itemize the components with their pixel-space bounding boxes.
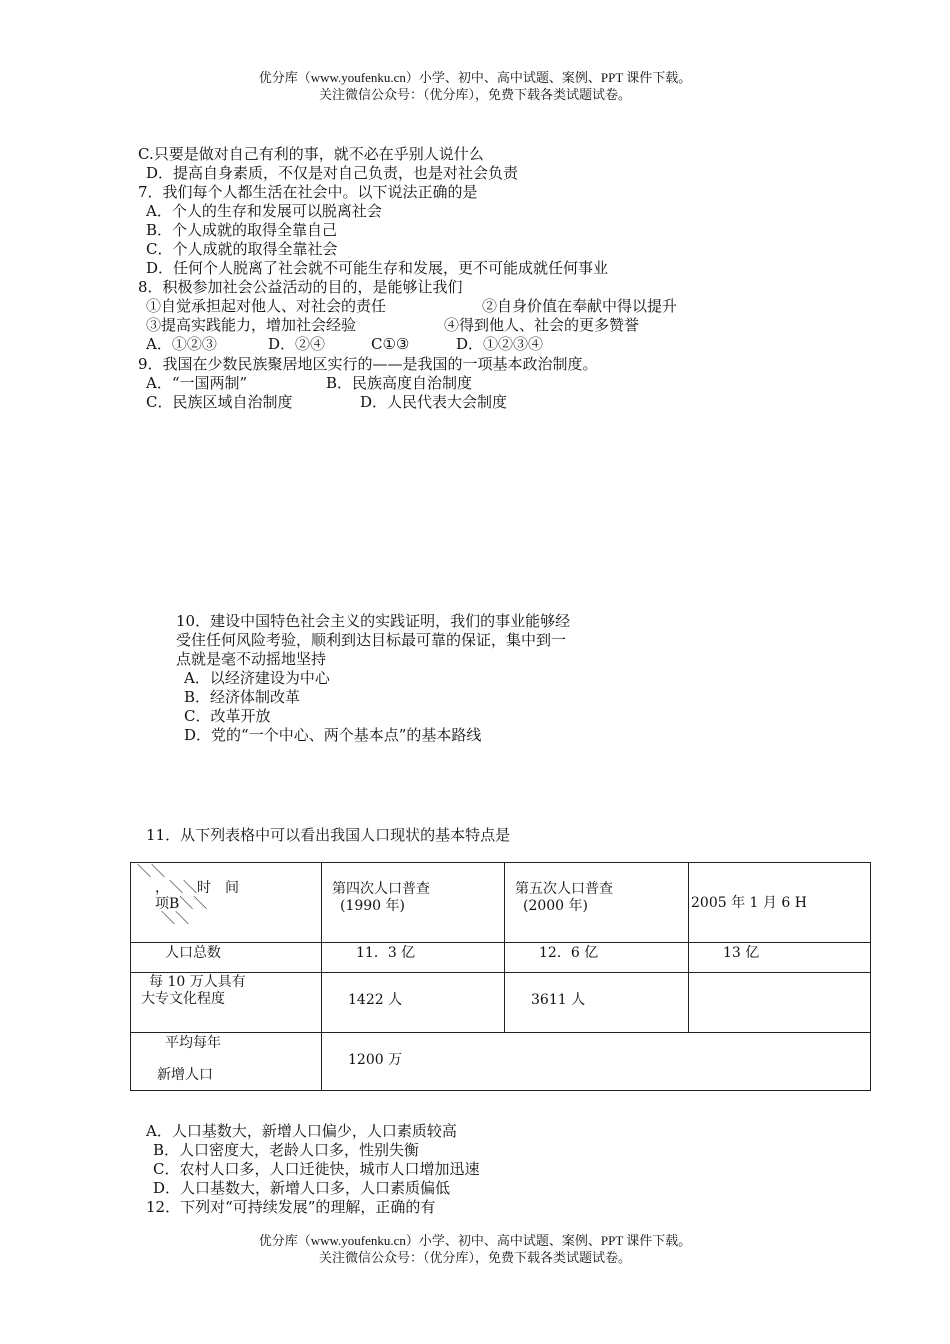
- census5-title: 第五次人口普查: [515, 881, 613, 897]
- q7-stem: 7．我们每个人都生活在社会中。以下说法正确的是: [138, 183, 478, 201]
- q10-stem-line-3: 点就是毫不动摇地坚持: [176, 650, 327, 668]
- college-2000: 3611 人: [531, 992, 586, 1008]
- q6-option-d: D．提高自身素质，不仅是对自己负责，也是对社会负责: [146, 164, 519, 182]
- q10-option-a: A．以经济建设为中心: [184, 669, 330, 687]
- q7-option-d: D．任何个人脱离了社会就不可能生存和发展，更不可能成就任何事业: [146, 259, 609, 277]
- footer-line-1: 优分库（www.youfenku.cn）小学、初中、高中试题、案例、PPT 课件下载。: [258, 1233, 692, 1248]
- q8-item-3: ③提高实践能力，增加社会经验: [146, 316, 357, 334]
- corner-text-3: 项B＼＼: [155, 896, 208, 912]
- q11-option-d: D．人口基数大，新增人口多，人口素质偏低: [153, 1179, 451, 1197]
- row-label-total: [131, 943, 322, 973]
- cell-increase-value: [322, 1033, 871, 1091]
- q8-option-c: C①③: [371, 335, 410, 353]
- q8-stem: 8．积极参加社会公益活动的目的，是能够让我们: [138, 278, 463, 296]
- row-label-college: [131, 973, 322, 1033]
- q10-option-b: B．经济体制改革: [184, 688, 301, 706]
- q11-option-c: C．农村人口多，人口迁徙快，城市人口增加迅速: [153, 1160, 480, 1178]
- cell-college-2000: [505, 973, 689, 1033]
- cell-total-2005: [689, 943, 871, 973]
- q8-option-b: D．②④: [268, 335, 326, 353]
- total-1990: 11．3 亿: [356, 945, 416, 961]
- q11-stem: 11．从下列表格中可以看出我国人口现状的基本特点是: [146, 826, 511, 844]
- cell-college-1990: [322, 973, 505, 1033]
- increase-value: 1200 万: [348, 1052, 403, 1068]
- increase-label-2: 新增人口: [157, 1067, 213, 1083]
- q8-item-4: ④得到他人、社会的更多赞誉: [444, 316, 640, 334]
- q12-stem: 12．下列对“可持续发展”的理解，正确的有: [146, 1198, 436, 1216]
- q10-stem-line-2: 受住任何风险考验，顺利到达目标最可靠的保证，集中到一: [176, 631, 567, 649]
- total-label: 人口总数: [165, 945, 221, 961]
- q10-stem-line-1: 10．建设中国特色社会主义的实践证明，我们的事业能够经: [176, 612, 571, 630]
- q7-option-b: B．个人成就的取得全靠自己: [146, 221, 338, 239]
- row-label-increase: [131, 1033, 322, 1091]
- header-cell-census5: [505, 863, 689, 943]
- q8-item-2: ②自身价值在奉献中得以提升: [482, 297, 678, 315]
- census4-title: 第四次人口普查: [332, 881, 430, 897]
- college-label-2: 大专文化程度: [141, 991, 225, 1007]
- q9-option-a: A．“一国两制”: [146, 374, 248, 392]
- college-label-1: 每 10 万人具有: [149, 974, 246, 990]
- q10-option-c: C．改革开放: [184, 707, 271, 725]
- increase-label-1: 平均每年: [165, 1035, 221, 1051]
- q11-option-b: B．人口密度大，老龄人口多，性别失衡: [153, 1141, 420, 1159]
- corner-text-1: ＼＼: [137, 864, 165, 880]
- q10-option-d: D．党的“一个中心、两个基本点”的基本路线: [184, 726, 482, 744]
- q7-option-c: C．个人成就的取得全靠社会: [146, 240, 338, 258]
- table-corner-cell: [131, 863, 322, 943]
- header-cell-2005: [689, 863, 871, 943]
- census4-year: (1990 年): [340, 898, 406, 914]
- cell-total-2000: [505, 943, 689, 973]
- q9-stem: 9．我国在少数民族聚居地区实行的——是我国的一项基本政治制度。: [138, 355, 598, 373]
- date-2005: 2005 年 1 月 6 H: [691, 895, 807, 911]
- total-2005: 13 亿: [723, 945, 760, 961]
- census5-year: (2000 年): [523, 898, 589, 914]
- q9-option-b: B．民族高度自治制度: [326, 374, 473, 392]
- cell-college-2005: [689, 973, 871, 1033]
- q9-option-d: D．人民代表大会制度: [360, 393, 508, 411]
- header-line-2: 关注微信公众号：（优分库），免费下载各类试题试卷。: [318, 87, 631, 102]
- population-table: [130, 862, 871, 1091]
- header-cell-census4: [322, 863, 505, 943]
- q8-option-a: A．①②③: [146, 335, 217, 353]
- q8-option-d: D．①②③④: [456, 335, 544, 353]
- college-1990: 1422 人: [348, 992, 403, 1008]
- total-2000: 12．6 亿: [539, 945, 599, 961]
- corner-text-2: ，＼＼时 间: [155, 880, 239, 896]
- footer-line-2: 关注微信公众号：（优分库），免费下载各类试题试卷。: [318, 1250, 631, 1265]
- q6-option-c: C.只要是做对自己有利的事，就不必在乎别人说什么: [138, 145, 484, 163]
- header-line-1: 优分库（www.youfenku.cn）小学、初中、高中试题、案例、PPT 课件下载。: [258, 70, 692, 85]
- q8-item-1: ①自觉承担起对他人、对社会的责任: [146, 297, 387, 315]
- q7-option-a: A．个人的生存和发展可以脱离社会: [146, 202, 382, 220]
- cell-total-1990: [322, 943, 505, 973]
- q9-option-c: C．民族区域自治制度: [146, 393, 293, 411]
- corner-text-4: ＼＼: [161, 911, 189, 927]
- q11-option-a: A．人口基数大，新增人口偏少，人口素质较高: [146, 1122, 457, 1140]
